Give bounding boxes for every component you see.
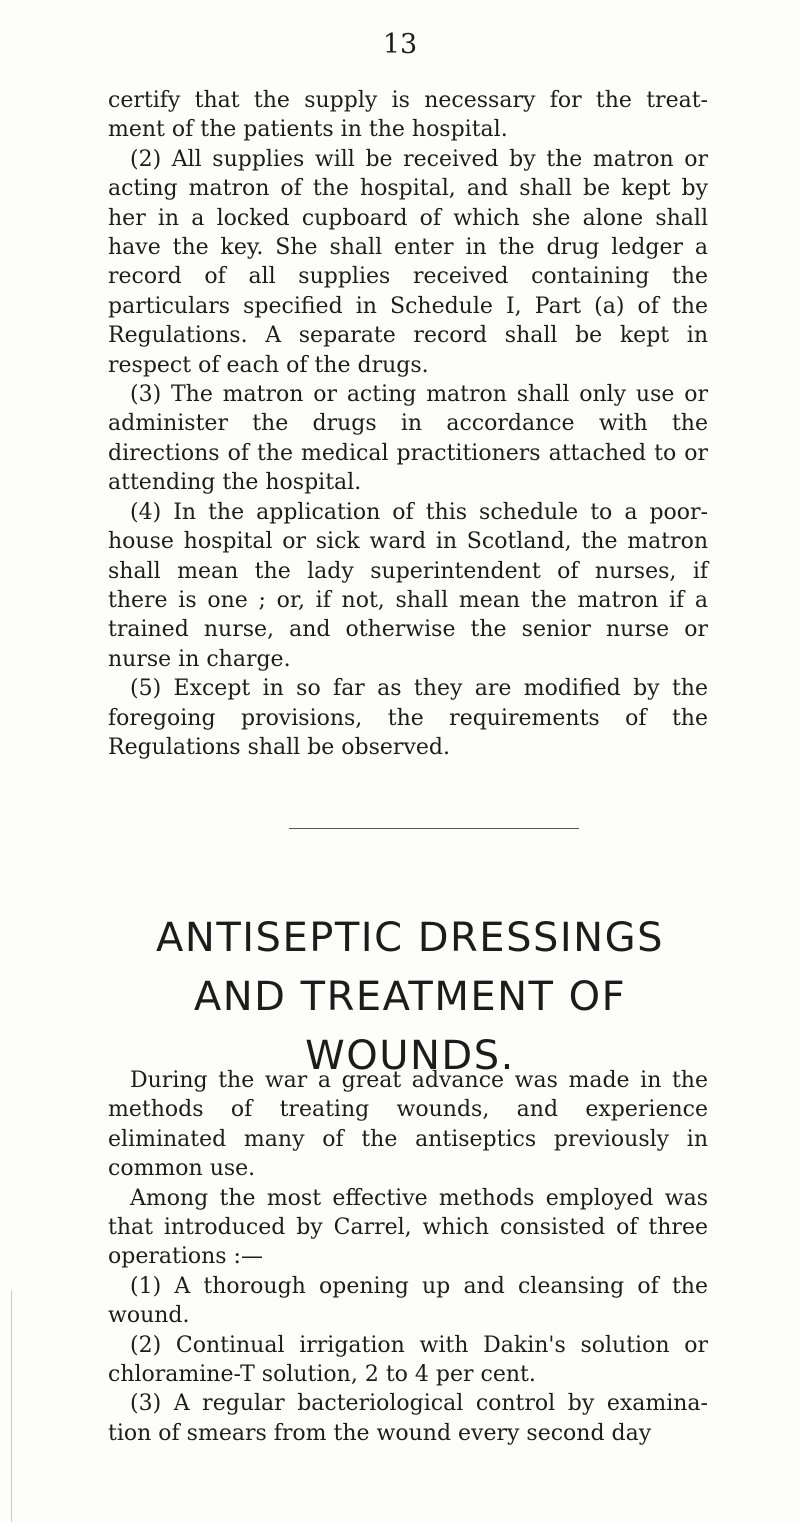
paragraph-carrel-method: Among the most effective methods employed was that introduced by Carrel, which consisted of three operations :— [108,1185,708,1270]
page-number: 13 [382,29,418,60]
paragraph-4-scotland: (4) In the application of this schedule to a poor-house hospital or sick ward in Scotland, the matron shall mean the lady superintendent of nurses, if there is one ; or, if not, shall mean the matron if a trained nurse, and otherwise the senior nurse or nurse in charge. [108,499,708,672]
section-heading [80,909,740,1086]
paragraph-operation-1: (1) A thorough opening up and cleansing of the wound. [108,1273,708,1329]
section-divider [289,828,579,829]
paragraph-certify: certify that the supply is necessary for the treat- ment of the patients in the hospital. [108,88,708,143]
heading-line-1: ANTISEPTIC DRESSINGS [156,914,664,961]
paragraph-war-advance: During the war a great advance was made in the methods of treating wounds, and experience eliminated many of the antiseptics previously in common use. [108,1068,708,1182]
paragraph-2-supplies: (2) All supplies will be received by the matron or acting matron of the hospital, and shall be kept by her in a locked cupboard of which she alone shall have the key. She shall enter in the drug ledger a record of all supplies received containing the particulars specified in Schedule I, Part (a) of the Regulations. A separate record shall be kept in respect of each of the drugs. [108,146,708,378]
paragraph-operation-2: (2) Continual irrigation with Dakin's solution or chloramine-T solution, 2 to 4 per cent. [108,1332,708,1388]
regulations-continuation [108,86,708,762]
paragraph-operation-3: (3) A regular bacteriological control by examina- tion of smears from the wound every second day [108,1391,708,1446]
paragraph-5-regulations: (5) Except in so far as they are modified by the foregoing provisions, the requirements of the Regulations shall be observed. [108,676,708,760]
heading-line-3: WOUNDS. [305,1032,515,1079]
scan-margin-line [11,1290,12,1522]
antiseptic-section-body [108,1066,708,1448]
heading-line-2: AND TREATMENT OF [193,973,627,1020]
paragraph-3-administer: (3) The matron or acting matron shall only use or administer the drugs in accordance with the directions of the medical practitioners attached to or attending the hospital. [108,382,708,496]
